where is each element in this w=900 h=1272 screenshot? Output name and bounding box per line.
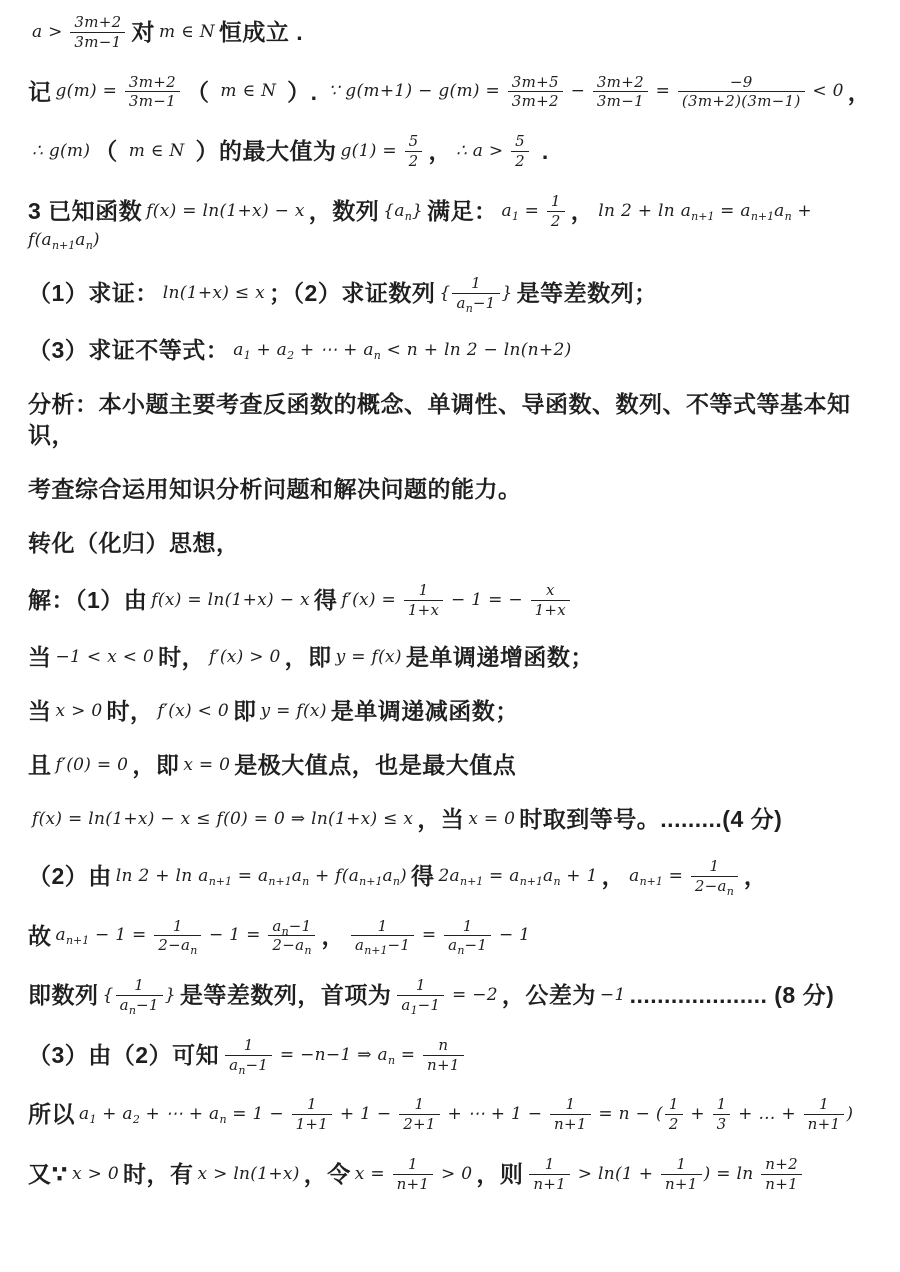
- text-run: 考查综合运用知识分析问题和解决问题的能力。: [28, 476, 522, 503]
- subscript: n+1: [639, 874, 663, 888]
- math-run: $\frac{1}{a_1-1}$ = −2: [391, 985, 502, 1005]
- subscript: n: [219, 1112, 227, 1126]
- fraction: [804, 1096, 845, 1133]
- fraction: [116, 976, 163, 1017]
- text-run: ，即: [284, 643, 332, 670]
- fraction-numerator: 3m+2: [125, 74, 180, 93]
- fraction: [593, 74, 648, 111]
- text-run: ，即: [132, 751, 180, 778]
- text-run: .................... (8 分): [629, 981, 835, 1008]
- text-run: ，: [743, 862, 768, 889]
- part3-log-inequality: [28, 1156, 886, 1193]
- subscript: n: [404, 209, 412, 223]
- increasing-case: [28, 642, 886, 673]
- fraction-denominator: n+1: [554, 1115, 587, 1134]
- text-run: 时，: [158, 643, 206, 670]
- fraction-numerator: 1: [154, 918, 201, 937]
- math-run: $a_1 + a_2$ + ⋯ + $a_n < n + \ln 2 - \ln(n+2)$: [233, 339, 572, 362]
- math-run: { $\frac{1}{a_n-1}$ }: [439, 274, 513, 315]
- fraction-numerator: 1: [550, 1096, 591, 1115]
- fraction: [547, 193, 565, 230]
- math-run: $2a_{n+1} = a_{n+1}a_n + 1$: [438, 865, 598, 888]
- fraction-denominator: 3m+2: [511, 92, 559, 111]
- subscript: n: [387, 1053, 396, 1067]
- subscript: n+1: [65, 934, 90, 948]
- math-run: g(m) = $\frac{3m+2}{3m-1}$: [52, 81, 187, 101]
- fraction-numerator: 1: [225, 1037, 272, 1056]
- math-run: f(x) = ln(1+x) − x: [151, 589, 310, 610]
- math-run: x = $\frac{1}{n+1}$ > 0: [354, 1154, 473, 1193]
- fraction: [405, 133, 423, 170]
- text-run: ，公差为: [501, 981, 596, 1008]
- text-run: （3）求证不等式：: [28, 336, 230, 363]
- math-run: $\ln 2 + \ln a_{n+1} = a_{n+1}a_n + f(a_{n+1}a_n)$: [28, 200, 812, 253]
- fraction: [508, 74, 563, 111]
- fraction-denominator: n+1: [533, 1174, 567, 1193]
- fraction: [70, 14, 125, 51]
- decreasing-case: [28, 696, 886, 727]
- fraction: [511, 133, 529, 170]
- fraction-denominator: 1+1: [295, 1115, 329, 1134]
- fraction-denominator: 3m−1: [128, 92, 177, 111]
- math-run: m ∈ N: [128, 141, 185, 162]
- fraction-numerator: 1: [804, 1096, 845, 1115]
- subscript: n: [128, 1003, 136, 1017]
- fraction-numerator: 3m+2: [593, 74, 648, 93]
- subscript: n+1: [519, 874, 544, 888]
- problem-3-statement: [28, 193, 886, 253]
- text-run: ，当: [417, 805, 465, 832]
- subscript: n: [465, 301, 473, 315]
- subscript: n: [457, 944, 465, 958]
- subscript: n: [726, 884, 734, 898]
- fraction-denominator: 2: [515, 151, 525, 170]
- holds-for-all-m: [28, 14, 886, 51]
- text-run: 所以: [28, 1101, 75, 1128]
- math-run: y = f(x): [260, 700, 327, 721]
- idea-line: [28, 528, 886, 559]
- fraction: [529, 1156, 570, 1193]
- math-run: y = f(x): [335, 646, 402, 667]
- subscript: n+1: [359, 874, 383, 888]
- subscript: n+1: [460, 874, 484, 888]
- subscript: n+1: [268, 874, 292, 888]
- text-run: ，: [847, 78, 872, 105]
- fraction: [397, 976, 444, 1017]
- text-run: 恒成立 .: [218, 18, 304, 45]
- math-run: ∴ a > $\frac{5}{2}$: [452, 141, 535, 161]
- math-run: f(x) = ln(1+x) − x: [146, 200, 305, 221]
- text-run: （: [94, 137, 125, 164]
- subscript: n+1: [750, 209, 775, 223]
- math-run: f(x) = ln(1+x) − x ≤ f(0) = 0 ⇒ ln(1+x) ≤ x: [32, 808, 414, 829]
- subscript: n: [302, 874, 310, 888]
- parts-1-and-2: [28, 274, 886, 315]
- fraction-denominator: $a_n-1$: [229, 1055, 269, 1077]
- fraction-denominator: n+1: [427, 1055, 460, 1074]
- max-of-g: [28, 133, 886, 170]
- text-run: 是极大值点，也是最大值点: [234, 751, 517, 778]
- text-run: 得: [410, 862, 435, 889]
- text-run: 又∵: [28, 1160, 69, 1187]
- fraction-numerator: 1: [351, 918, 414, 937]
- text-run: 是单调递增函数；: [405, 643, 594, 670]
- text-run: 当: [28, 643, 52, 670]
- fraction-numerator: 1: [661, 1156, 702, 1175]
- math-run: $\frac{1}{n+1}$ > ln(1 + $\frac{1}{n+1}$ ) = ln $\frac{n+2}{n+1}$: [523, 1164, 808, 1184]
- fraction: [351, 916, 414, 958]
- math-run: x = 0: [468, 808, 516, 829]
- fraction: [661, 1156, 702, 1193]
- text-run: 得: [313, 586, 338, 613]
- subscript: n: [373, 348, 381, 362]
- fraction-denominator: $2-a_n$: [694, 876, 734, 898]
- subscript: 1: [243, 348, 251, 362]
- fraction-denominator: 2+1: [403, 1115, 436, 1134]
- fraction-numerator: 1: [393, 1156, 434, 1175]
- math-run: g(1) = $\frac{5}{2}$: [336, 141, 428, 161]
- fraction-denominator: $a_1-1$: [401, 995, 441, 1017]
- fraction-numerator: 5: [405, 133, 423, 152]
- fraction: [404, 582, 443, 619]
- subscript: n: [238, 1063, 246, 1077]
- fraction-denominator: 1+x: [407, 600, 440, 619]
- fraction-numerator: 1: [292, 1096, 333, 1115]
- maximum-point: [28, 750, 886, 781]
- fraction: [678, 74, 805, 111]
- fraction: [125, 74, 180, 111]
- fraction: [444, 916, 491, 958]
- math-run: $a_1$ = $\frac{1}{2}$: [498, 201, 571, 221]
- subscript: 2: [287, 348, 295, 362]
- text-run: ；（2）求证数列: [269, 280, 436, 307]
- fraction-denominator: n+1: [807, 1115, 841, 1134]
- part1-conclusion-4pts: [28, 804, 886, 835]
- math-run: m ∈ N: [220, 81, 277, 102]
- text-run: 解：（1）由: [28, 586, 148, 613]
- part2-conclusion-8pts: [28, 976, 886, 1017]
- text-run: ，令: [303, 1160, 351, 1187]
- text-run: ，: [601, 862, 626, 889]
- text-run: 时，: [106, 697, 154, 724]
- fraction-denominator: $a_n-1$: [448, 936, 488, 958]
- text-run: 3 已知函数: [28, 197, 143, 224]
- subscript: 1: [410, 1003, 418, 1017]
- text-run: 当: [28, 697, 52, 724]
- text-run: ，: [428, 137, 452, 164]
- math-run: $a_{n+1} - 1$ = $\frac{1}{2-a_n}$ − 1 = $\frac{a_n-1}{2-a_n}$: [52, 925, 322, 945]
- fraction-numerator: 1: [444, 918, 491, 937]
- part2-recurrence: [28, 856, 886, 898]
- fraction: [665, 1096, 683, 1133]
- fraction-numerator: 1: [713, 1096, 731, 1115]
- fraction-numerator: 3m+2: [70, 14, 125, 33]
- analysis-line-2: [28, 474, 886, 505]
- fraction-denominator: $a_{n+1}-1$: [354, 936, 411, 958]
- text-run: 即数列: [28, 981, 99, 1008]
- text-run: 是等差数列，首项为: [179, 981, 392, 1008]
- define-g: [28, 74, 886, 111]
- text-run: ，: [321, 922, 345, 949]
- fraction-denominator: $a_n-1$: [456, 294, 496, 315]
- text-run: ）的最大值为: [188, 137, 337, 164]
- fraction-numerator: 1: [404, 582, 443, 601]
- subscript: n+1: [51, 239, 76, 253]
- fraction-numerator: 5: [511, 133, 529, 152]
- math-run: ∴ g(m): [32, 141, 91, 162]
- text-run: 分析：本小题主要考查反函数的概念、单调性、导函数、数列、不等式等基本知识，: [28, 390, 851, 448]
- fraction: [691, 856, 738, 898]
- text-run: ）.: [280, 78, 325, 105]
- text-run: 时，有: [122, 1160, 194, 1187]
- fraction: [452, 274, 499, 315]
- math-run: $a_{n+1}$ = $\frac{1}{2-a_n}$: [625, 866, 744, 886]
- fraction-denominator: 3m−1: [596, 92, 644, 111]
- math-run: f′(x) < 0: [157, 700, 230, 721]
- fraction-denominator: $2-a_n$: [272, 936, 312, 958]
- fraction-numerator: n+2: [761, 1156, 802, 1175]
- analysis-line-1: [28, 389, 886, 451]
- fraction-numerator: 1: [665, 1096, 683, 1115]
- text-run: ，则: [476, 1160, 524, 1187]
- fraction-denominator: 3: [716, 1115, 727, 1134]
- subscript: n: [190, 944, 198, 958]
- subscript: n: [784, 209, 792, 223]
- part3-sum: [28, 1096, 886, 1133]
- math-run: x > 0: [55, 700, 103, 721]
- solution-part1-derivative: [28, 582, 886, 619]
- math-run: $a_1 + a_2$ + ⋯ + $a_n = 1$ − $\frac{1}{1+1}$ + 1 − $\frac{1}{2+1}$ + ⋯ + 1 − $\frac{1}{n+1}$ = n − ( $\frac{1}{2}$ + $\frac{1}{3}$ + … + $\frac{1}{n+1}$ ): [79, 1095, 854, 1134]
- fraction: [225, 1035, 272, 1077]
- math-run: m ∈ N: [158, 21, 215, 42]
- text-run: ，数列: [308, 197, 380, 224]
- fraction-denominator: 2: [550, 211, 561, 230]
- fraction-numerator: −9: [678, 74, 805, 93]
- fraction-numerator: 1: [399, 1096, 440, 1115]
- fraction-numerator: 1: [397, 977, 444, 996]
- math-run: f′(x) > 0: [209, 646, 281, 667]
- math-run: $\frac{1}{a_{n+1}-1}$ = $\frac{1}{a_n-1}$ − 1: [345, 925, 534, 945]
- subscript: 1: [89, 1112, 97, 1126]
- fraction: [761, 1156, 802, 1193]
- subscript: n: [281, 924, 289, 938]
- fraction-numerator: x: [531, 582, 570, 601]
- subscript: n+1: [691, 209, 715, 223]
- fraction: [292, 1096, 333, 1133]
- fraction: [423, 1037, 464, 1074]
- text-run: （2）由: [28, 862, 112, 889]
- subscript: n+1: [208, 874, 232, 888]
- math-run: f′(x) = $\frac{1}{1+x}$ − 1 = − $\frac{x}{1+x}$: [337, 590, 576, 610]
- fraction-numerator: 3m+5: [508, 74, 563, 93]
- math-run: a > $\frac{3m+2}{3m-1}$: [28, 22, 131, 42]
- fraction: [154, 916, 201, 958]
- fraction: [393, 1156, 434, 1193]
- fraction-numerator: 1: [116, 977, 163, 996]
- math-run: ln(1+x) ≤ x: [162, 283, 266, 304]
- fraction-denominator: n+1: [664, 1174, 698, 1193]
- fraction-denominator: 2: [408, 151, 419, 170]
- subscript: n: [553, 874, 561, 888]
- text-run: .: [535, 137, 549, 164]
- fraction-numerator: 1: [452, 275, 499, 294]
- text-run: 是等差数列；: [516, 280, 658, 307]
- text-run: （: [186, 78, 217, 105]
- math-run: f′(0) = 0: [55, 754, 129, 775]
- text-run: 即: [233, 697, 257, 724]
- fraction-denominator: (3m+2)(3m−1): [681, 92, 801, 111]
- subscript: 1: [511, 209, 519, 223]
- fraction-numerator: 1: [529, 1156, 570, 1175]
- fraction: [399, 1096, 440, 1133]
- fraction: [550, 1096, 591, 1133]
- fraction-numerator: n: [423, 1037, 464, 1056]
- subscript: n: [85, 239, 93, 253]
- text-run: （1）求证：: [28, 280, 159, 307]
- fraction-denominator: 1+x: [534, 600, 567, 619]
- fraction-denominator: n+1: [765, 1174, 798, 1193]
- text-run: 时取到等号。.........(4 分): [519, 805, 783, 832]
- fraction-denominator: 2: [668, 1115, 679, 1134]
- subscript: n+1: [364, 944, 388, 958]
- subscript: n: [392, 874, 400, 888]
- math-run: ∵ g(m+1) − g(m) = $\frac{3m+5}{3m+2}$ − $\frac{3m+2}{3m-1}$ = $\frac{-9}{(3m+2)(3m-1)}$ < 0: [328, 72, 844, 111]
- fraction-numerator: 1: [691, 858, 738, 877]
- part2-transform: [28, 916, 886, 958]
- math-run: x > 0: [72, 1163, 119, 1184]
- math-run: x = 0: [183, 754, 231, 775]
- subscript: n: [304, 944, 312, 958]
- text-run: 对: [131, 18, 155, 45]
- math-run: $\frac{1}{a_n-1}$ = −n−1 ⇒ $a_n$ = $\frac{n}{n+1}$: [219, 1045, 470, 1065]
- math-run: x > ln(1+x): [197, 1163, 300, 1184]
- math-run: { $\frac{1}{a_n-1}$ }: [102, 976, 176, 1017]
- fraction-numerator: $a_n-1$: [268, 918, 315, 937]
- fraction: [268, 916, 315, 958]
- text-run: 转化（化归）思想，: [28, 530, 240, 557]
- fraction: [531, 582, 570, 619]
- text-run: 故: [28, 922, 52, 949]
- text-run: 且: [28, 751, 52, 778]
- part3-general-term: [28, 1035, 886, 1077]
- fraction-denominator: $2-a_n$: [158, 936, 198, 958]
- fraction: [713, 1096, 731, 1133]
- fraction-numerator: 1: [547, 193, 565, 212]
- math-run: $\ln 2 + \ln a_{n+1} = a_{n+1}a_n + f(a_{n+1}a_n)$: [115, 865, 407, 888]
- subscript: 2: [132, 1112, 140, 1126]
- math-run: −1: [599, 984, 626, 1005]
- text-run: 满足：: [427, 197, 498, 224]
- text-run: （3）由（2）可知: [28, 1041, 220, 1068]
- fraction-denominator: n+1: [396, 1174, 430, 1193]
- text-run: ，: [570, 197, 595, 224]
- math-run: $\{a_n\}$: [383, 200, 424, 223]
- fraction-denominator: 3m−1: [74, 32, 122, 51]
- text-run: 是单调递减函数；: [330, 697, 519, 724]
- math-run: −1 < x < 0: [55, 646, 155, 667]
- fraction-denominator: $a_n-1$: [119, 995, 159, 1017]
- part-3: [28, 335, 886, 366]
- text-run: 记: [28, 78, 52, 105]
